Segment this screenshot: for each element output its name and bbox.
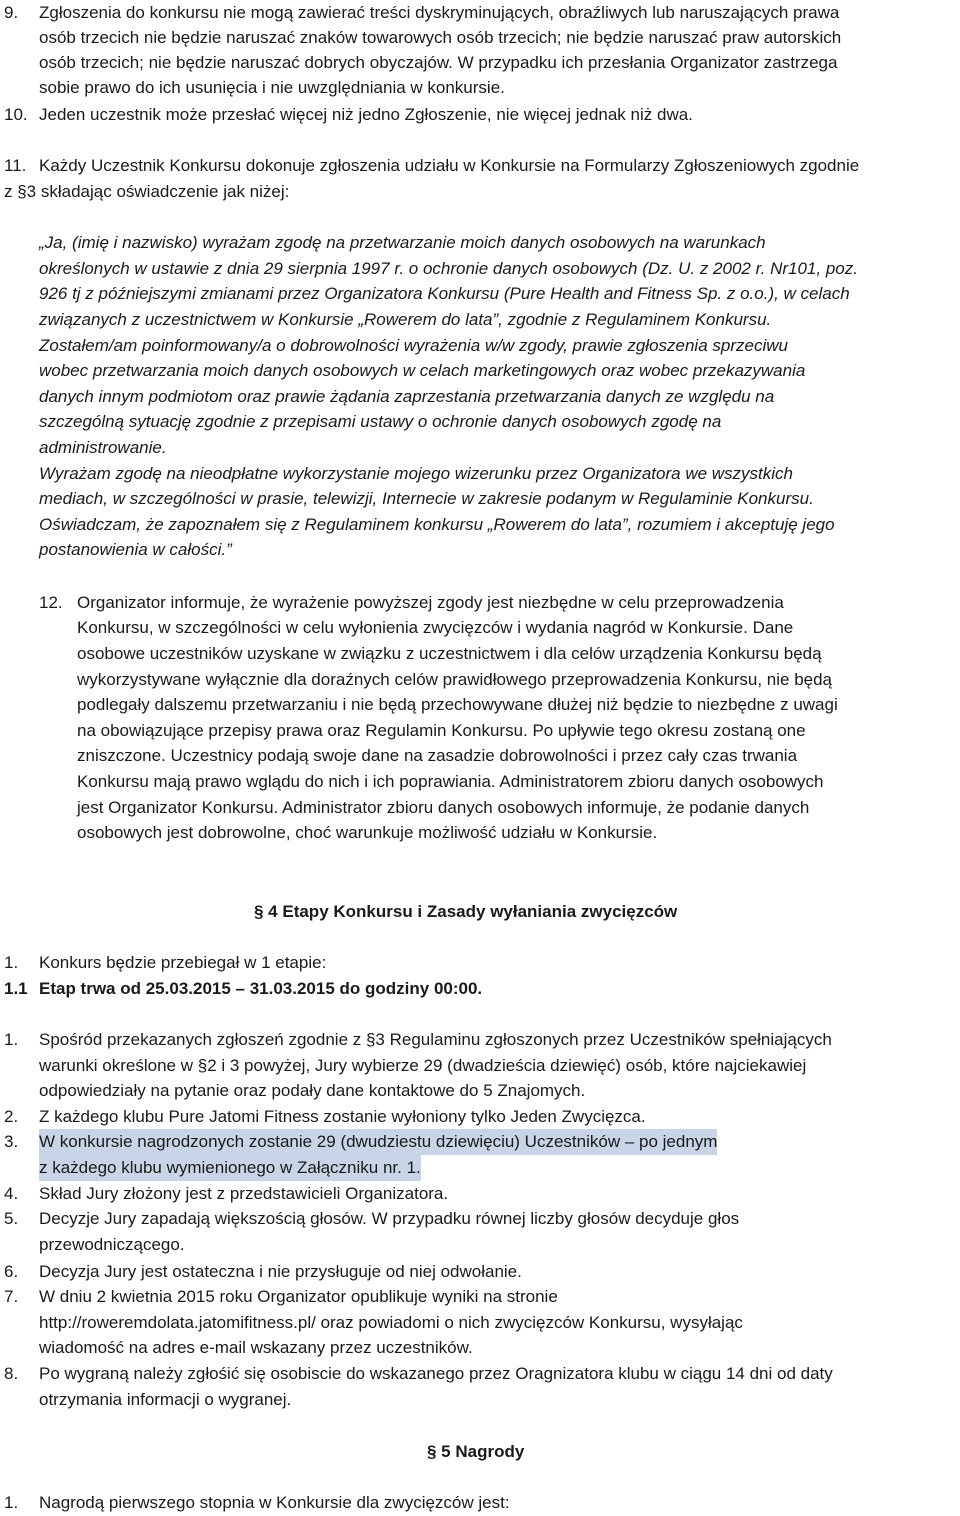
paragraph-line: zniszczone. Uczestnicy podają swoje dane na zasadzie dobrowolności i przez cały czas trwania: [77, 746, 798, 765]
paragraph-line: wykorzystywane wyłącznie dla doraźnych celów prawidłowego przeprowadzenia Konkursu, nie będą: [77, 670, 833, 689]
item-number: 10.: [4, 105, 28, 124]
list-item-line: Decyzja Jury jest ostateczna i nie przysługuje od niej odwołanie.: [39, 1262, 522, 1281]
paragraph-line: Konkursu mają prawo wglądu do nich i ich poprawiania. Administratorem zbioru danych osobowych: [77, 772, 824, 791]
list-item-line: Skład Jury złożony jest z przedstawicieli Organizatora.: [39, 1184, 449, 1203]
highlighted-text: W konkursie nagrodzonych zostanie 29 (dwudziestu dziewięciu) Uczestników – po jednym: [39, 1129, 717, 1155]
paragraph-line: Konkurs będzie przebiegał w 1 etapie:: [39, 953, 327, 972]
list-item-line: W dniu 2 kwietnia 2015 roku Organizator opublikuje wyniki na stronie: [39, 1287, 558, 1306]
paragraph-line: Jeden uczestnik może przesłać więcej niż jedno Zgłoszenie, nie więcej jednak niż dwa.: [39, 105, 693, 124]
item-number: 1.: [4, 1030, 19, 1049]
item-number: 6.: [4, 1262, 19, 1281]
paragraph-line: na obowiązujące przepisy prawa oraz Regulamin Konkursu. Po upływie tego okresu zostaną one: [77, 721, 806, 740]
list-item-line: Spośród przekazanych zgłoszeń zgodnie z §3 Regulaminu zgłoszonych przez Uczestników spełniających: [39, 1030, 832, 1049]
list-item-line: przewodniczącego.: [39, 1235, 185, 1254]
highlighted-text: z każdego klubu wymienionego w Załączniku nr. 1.: [39, 1155, 421, 1181]
paragraph-line: jest Organizator Konkursu. Administrator zbioru danych osobowych informuje, że podanie danych: [77, 798, 810, 817]
paragraph-line: Nagrodą pierwszego stopnia w Konkursie dla zwycięzców jest:: [39, 1493, 510, 1512]
list-item-line: Z każdego klubu Pure Jatomi Fitness zostanie wyłoniony tylko Jeden Zwycięzca.: [39, 1107, 646, 1126]
declaration-line: związanych z uczestnictwem w Konkursie „Rowerem do lata”, zgodnie z Regulaminem Konkursu.: [39, 310, 772, 329]
item-number: 4.: [4, 1184, 19, 1203]
declaration-line: wobec przetwarzania moich danych osobowych w celach marketingowych oraz wobec przekazywania: [39, 361, 806, 380]
paragraph-line: osobowe uczestników uzyskane w związku z uczestnictwem i dla celów urządzenia Konkursu będą: [77, 644, 822, 663]
declaration-line: „Ja, (imię i nazwisko) wyrażam zgodę na przetwarzanie moich danych osobowych na warunkach: [39, 233, 766, 252]
section-heading: § 4 Etapy Konkursu i Zasady wyłaniania zwycięzców: [254, 902, 678, 921]
item-number: 7.: [4, 1287, 19, 1306]
item-number: 11.: [4, 156, 27, 175]
declaration-line: szczególną sytuację zgodnie z przepisami ustawy o ochronie danych osobowych zgodę na: [39, 412, 722, 431]
paragraph-line: sobie prawo do ich usunięcia i nie uwzględniania w konkursie.: [39, 78, 505, 97]
declaration-line: określonych w ustawie z dnia 29 sierpnia 1997 r. o ochronie danych osobowych (Dz. U. z 2002 r. Nr101, poz.: [39, 259, 858, 278]
url-text: http://roweremdolata.jatomifitness.pl/ oraz powiadomi o nich zwycięzców Konkursu, wysyłając: [39, 1313, 743, 1332]
item-number: 2.: [4, 1107, 19, 1126]
list-item-line: warunki określone w §2 i 3 powyżej, Jury wybierze 29 (dwadzieścia dziewięć) osób, które najciekawiej: [39, 1056, 807, 1075]
list-item-line: Decyzje Jury zapadają większością głosów. W przypadku równej liczby głosów decyduje głos: [39, 1209, 740, 1228]
declaration-line: Wyrażam zgodę na nieodpłatne wykorzystanie mojego wizerunku przez Organizatora we wszystkich: [39, 464, 794, 483]
paragraph-line: osób trzecich; nie będzie naruszać dobrych obyczajów. W przypadku ich przesłania Organizator zastrzega: [39, 53, 838, 72]
paragraph-line: z §3 składając oświadczenie jak niżej:: [4, 182, 290, 201]
item-number: 8.: [4, 1364, 19, 1383]
declaration-line: danych innym podmiotom oraz prawie żądania zaprzestania przetwarzania danych ze względu na: [39, 387, 775, 406]
paragraph-line: podlegały dalszemu przetwarzaniu i nie będą przechowywane dłużej niż będzie to niezbędne z uwagi: [77, 695, 838, 714]
declaration-line: Zostałem/am poinformowany/a o dobrowolności wyrażenia w/w zgody, prawie zgłoszenia sprzeciwu: [39, 336, 788, 355]
item-number: 12.: [39, 593, 63, 612]
paragraph-line: Organizator informuje, że wyrażenie powyższej zgody jest niezbędne w celu przeprowadzenia: [77, 593, 784, 612]
list-item-line: otrzymania informacji o wygranej.: [39, 1390, 292, 1409]
paragraph-line: Konkursu, w szczególności w celu wyłonienia zwycięzców i wydania nagród w Konkursie. Dane: [77, 618, 794, 637]
list-item-line: Po wygraną należy zgłośić się osobiscie do wskazanego przez Oragnizatora klubu w ciągu 14 dni od daty: [39, 1364, 833, 1383]
section-heading: § 5 Nagrody: [427, 1442, 525, 1461]
declaration-line: 926 tj z późniejszymi zmianami przez Organizatora Konkursu (Pure Health and Fitness Sp. z o.o.), w celach: [39, 284, 850, 303]
item-number: 1.: [4, 953, 19, 972]
declaration-line: mediach, w szczególności w prasie, telewizji, Internecie w zakresie podanym w Regulaminie Konkursu.: [39, 489, 814, 508]
paragraph-line: Zgłoszenia do konkursu nie mogą zawierać treści dyskryminujących, obraźliwych lub naruszających prawa: [39, 3, 840, 22]
declaration-line: Oświadczam, że zapoznałem się z Regulaminem konkursu „Rowerem do lata”, rozumiem i akceptuję jego: [39, 515, 835, 534]
item-number: 9.: [4, 3, 19, 22]
list-item-line: wiadomość na adres e-mail wskazany przez uczestników.: [39, 1338, 473, 1357]
item-number: 1.1: [4, 979, 28, 998]
declaration-line: administrowanie.: [39, 438, 167, 457]
item-number: 5.: [4, 1209, 19, 1228]
list-item-line: odpowiedziały na pytanie oraz podały dane kontaktowe do 5 Znajomych.: [39, 1081, 586, 1100]
declaration-line: postanowienia w całości.”: [39, 540, 232, 559]
paragraph-line: osób trzecich nie będzie naruszać znaków towarowych osób trzecich; nie będzie naruszać praw autorskich: [39, 28, 842, 47]
stage-dates: Etap trwa od 25.03.2015 – 31.03.2015 do godziny 00:00.: [39, 979, 483, 998]
item-number: 1.: [4, 1493, 19, 1512]
paragraph-line: Każdy Uczestnik Konkursu dokonuje zgłoszenia udziału w Konkursie na Formularzy Zgłoszeniowych zgodnie: [39, 156, 860, 175]
paragraph-line: osobowych jest dobrowolne, choć warunkuje możliwość udziału w Konkursie.: [77, 823, 658, 842]
item-number: 3.: [4, 1132, 19, 1151]
